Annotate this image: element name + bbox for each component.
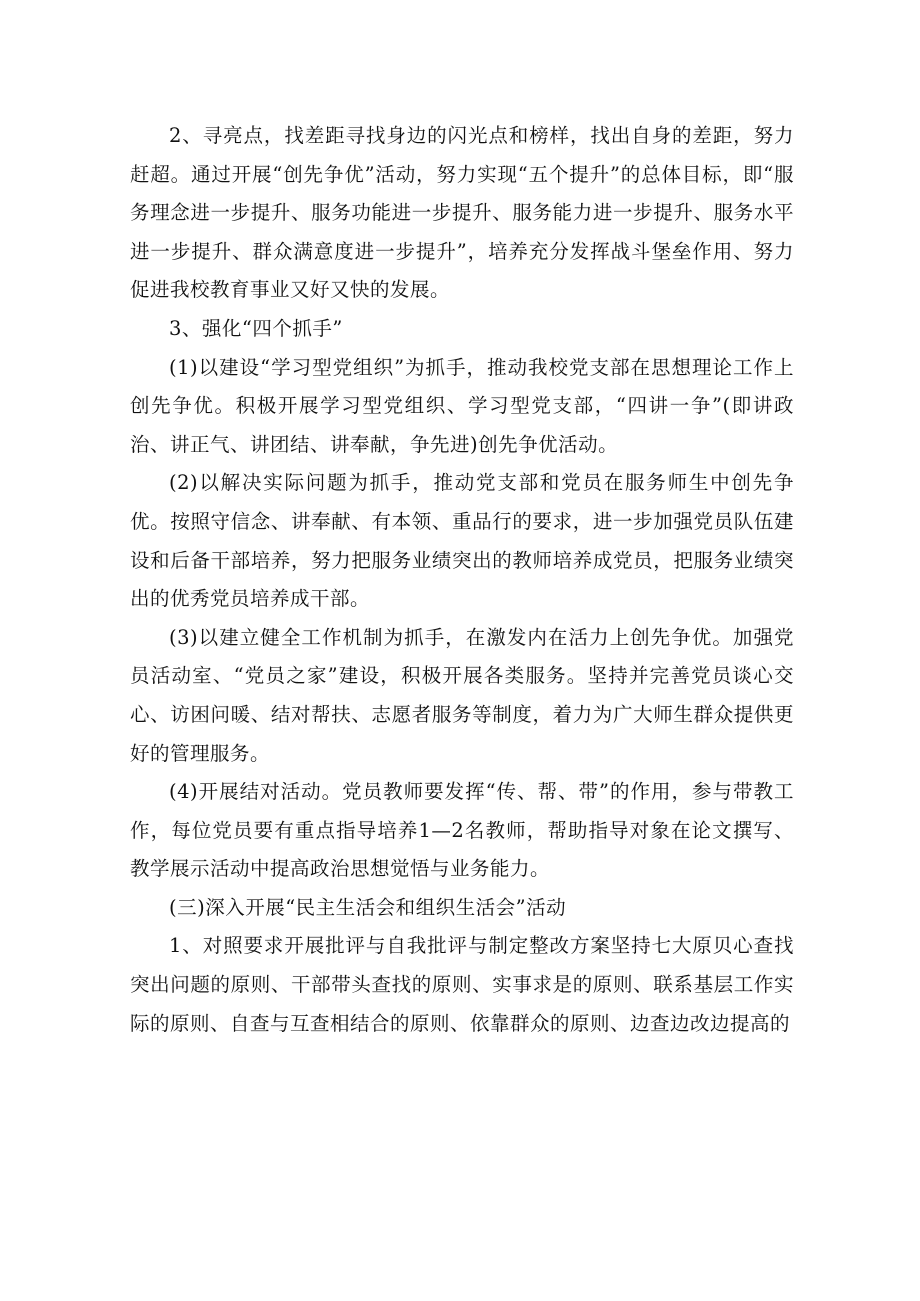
paragraph-lever-4: (4)开展结对活动。党员教师要发挥“传、帮、带”的作用，参与带教工作，每位党员要有重点指导培养1—2名教师，帮助指导对象在论文撰写、教学展示活动中提高政治思想觉悟与业务能力。	[130, 780, 794, 881]
paragraph-four-levers-heading: 3、强化“四个抓手”	[169, 316, 343, 340]
paragraph-lever-2: (2)以解决实际问题为抓手，推动党支部和党员在服务师生中创先争优。按照守信念、讲奉献、有本领、重品行的要求，进一步加强党员队伍建设和后备干部培养，努力把服务业绩突出的教师培养成党员，把服务业绩突出的优秀党员培养成干部。	[130, 471, 794, 611]
document-body	[130, 117, 794, 1043]
paragraph-lever-1: (1)以建设“学习型党组织”为抓手，推动我校党支部在思想理论工作上创先争优。积极开展学习型党组织、学习型党支部，“四讲一争”(即讲政治、讲正气、讲团结、讲奉献，争先进)创先争优活动。	[130, 355, 794, 456]
paragraph-lever-3: (3)以建立健全工作机制为抓手，在激发内在活力上创先争优。加强党员活动室、“党员之家”建设，积极开展各类服务。坚持并完善党员谈心交心、访困问暖、结对帮扶、志愿者服务等制度，着力为广大师生群众提供更好的管理服务。	[130, 625, 794, 765]
paragraph-seek-highlights: 2、寻亮点，找差距寻找身边的闪光点和榜样，找出自身的差距，努力赶超。通过开展“创先争优”活动，努力实现“五个提升”的总体目标，即“服务理念进一步提升、服务功能进一步提升、服务能力进一步提升、服务水平进一步提升、群众满意度进一步提升”，培养充分发挥战斗堡垒作用、努力促进我校教育事业又好又快的发展。	[130, 124, 794, 302]
section-heading-democratic-life: (三)深入开展“民主生活会和组织生活会”活动	[169, 895, 567, 919]
paragraph-criticism-rectification: 1、对照要求开展批评与自我批评与制定整改方案坚持七大原贝心查找突出问题的原则、干部带头查找的原则、实事求是的原则、联系基层工作实际的原则、自查与互查相结合的原则、依靠群众的原则、边查边改边提高的	[130, 934, 794, 1035]
